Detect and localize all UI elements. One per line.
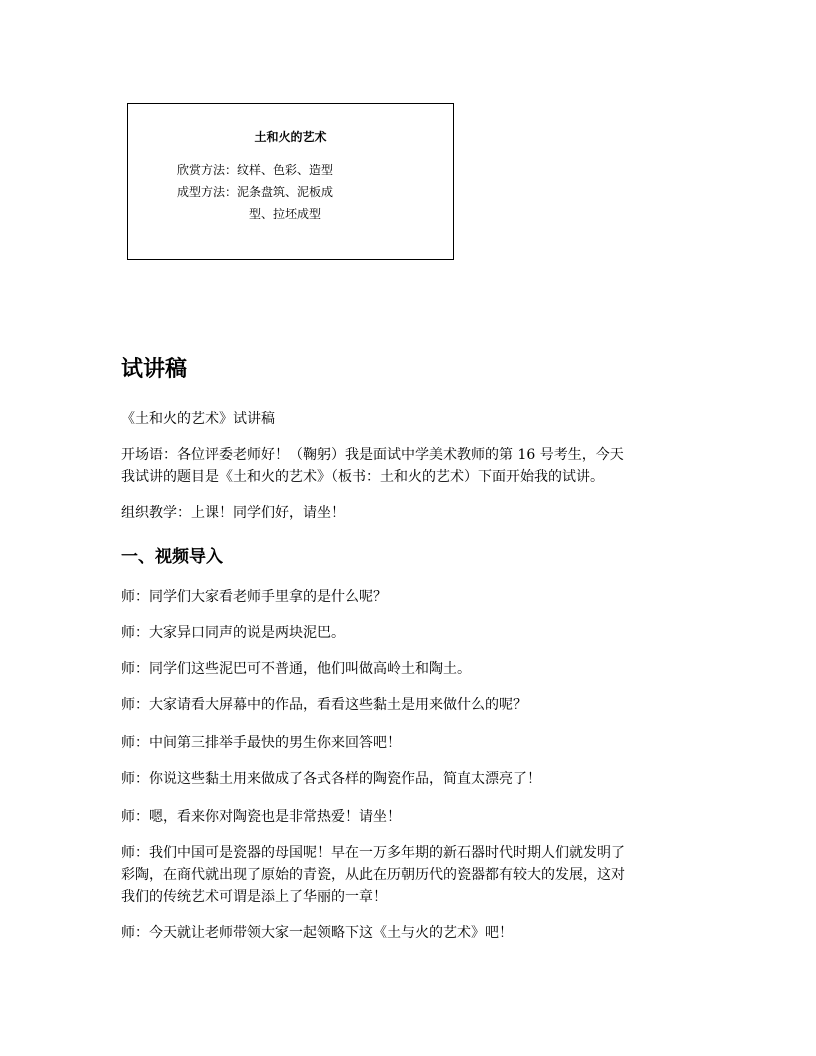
paragraph: 师：同学们大家看老师手里拿的是什么呢？ — [121, 589, 387, 605]
organize-teaching: 组织教学：上课！同学们好，请坐！ — [121, 505, 345, 521]
section-heading-video-intro: 一、视频导入 — [121, 547, 223, 567]
paragraph: 师：大家请看大屏幕中的作品，看看这些黏土是用来做什么的呢？ — [121, 697, 527, 713]
board-line-forming-cont: 型、拉坯成型 — [249, 207, 322, 221]
opening-line-2: 我试讲的题目是《土和火的艺术》（板书：土和火的艺术）下面开始我的试讲。 — [121, 469, 604, 485]
board-line-forming: 成型方法：泥条盘筑、泥板成 — [177, 185, 334, 199]
paragraph-line: 我们的传统艺术可谓是添上了华丽的一章！ — [121, 889, 387, 905]
document-title: 试讲稿 — [121, 357, 188, 382]
paragraph-line: 师：我们中国可是瓷器的母国呢！早在一万多年期的新石器时代时期人们就发明了 — [121, 845, 625, 861]
paragraph: 师：大家异口同声的说是两块泥巴。 — [121, 625, 345, 641]
paragraph: 师：同学们这些泥巴可不普通，他们叫做高岭土和陶土。 — [121, 661, 471, 677]
board-title: 土和火的艺术 — [254, 130, 327, 144]
paragraph: 师：今天就让老师带领大家一起领略下这《土与火的艺术》吧！ — [121, 925, 513, 941]
board-line-appreciation: 欣赏方法：纹样、色彩、造型 — [177, 163, 334, 177]
document-subtitle: 《土和火的艺术》试讲稿 — [121, 411, 275, 427]
paragraph: 师：你说这些黏土用来做成了各式各样的陶瓷作品，简直太漂亮了！ — [121, 771, 541, 787]
paragraph: 师：中间第三排举手最快的男生你来回答吧！ — [121, 735, 401, 751]
paragraph-line: 彩陶，在商代就出现了原始的青瓷，从此在历朝历代的瓷器都有较大的发展，这对 — [121, 867, 625, 883]
opening-line-1: 开场语：各位评委老师好！（鞠躬）我是面试中学美术教师的第 16 号考生，今天 — [121, 447, 624, 463]
paragraph: 师：嗯，看来你对陶瓷也是非常热爱！请坐！ — [121, 809, 401, 825]
blackboard-figure — [127, 103, 454, 260]
